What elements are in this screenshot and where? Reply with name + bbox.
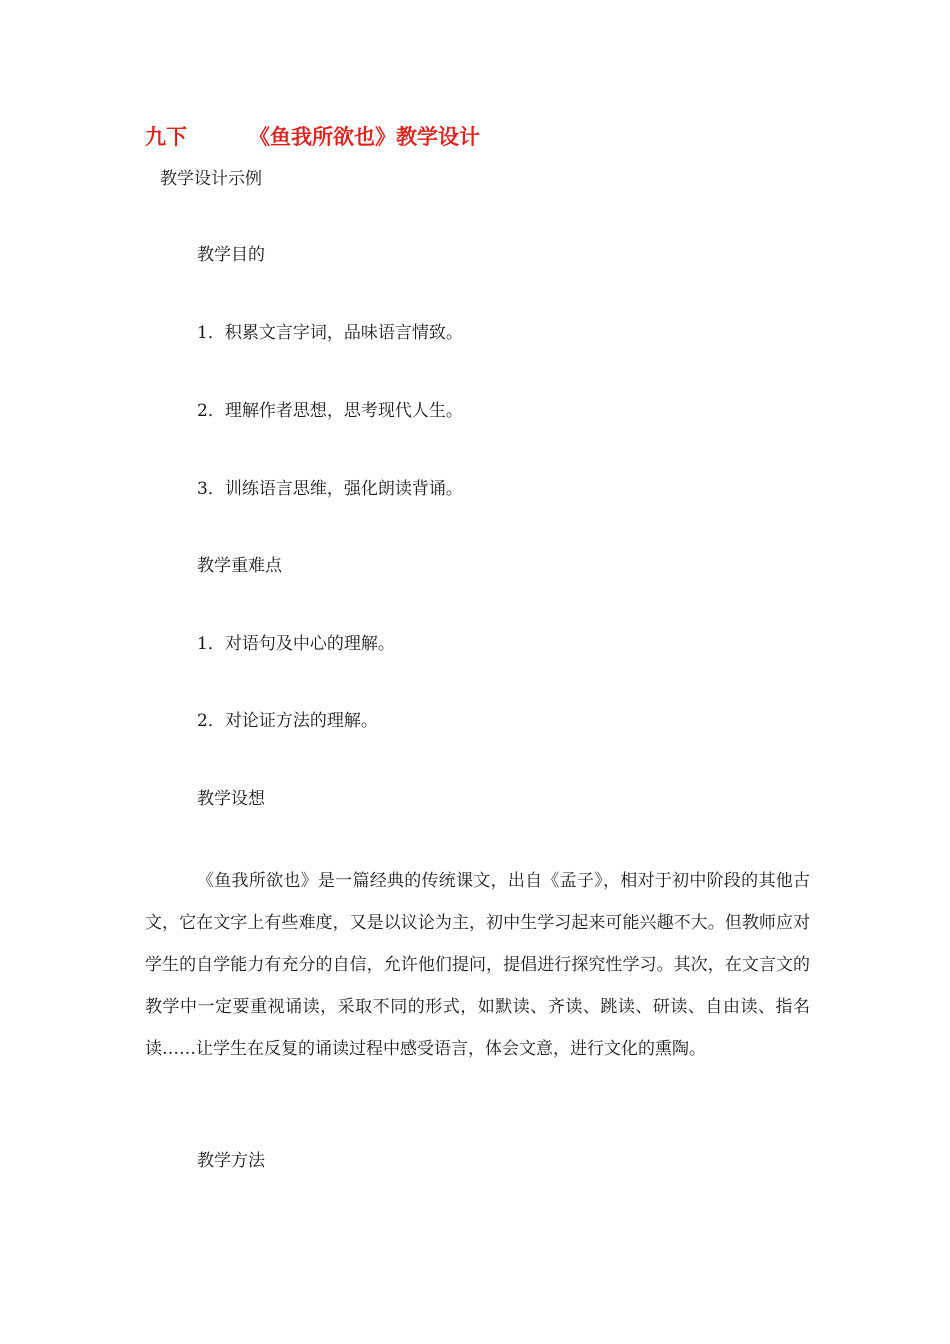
goal-item-3: 3．训练语言思维，强化朗读背诵。 bbox=[197, 479, 463, 499]
document-subtitle: 教学设计示例 bbox=[160, 169, 262, 189]
method-heading: 教学方法 bbox=[197, 1151, 265, 1171]
key-point-item-1: 1．对语句及中心的理解。 bbox=[197, 634, 395, 654]
title-lesson: 《鱼我所欲也》教学设计 bbox=[249, 125, 480, 149]
key-points-heading: 教学重难点 bbox=[197, 556, 282, 576]
idea-paragraph: 《鱼我所欲也》是一篇经典的传统课文，出自《孟子》，相对于初中阶段的其他古文，它在文字上有些难度，又是以议论为主，初中生学习起来可能兴趣不大。但教师应对学生的自学能力有充分的自信，允许他们提问，提倡进行探究性学习。其次，在文言文的教学中一定要重视诵读，采取不同的形式，如默读、齐读、跳读、研读、自由读、指名读……让学生在反复的诵读过程中感受语言，体会文意，进行文化的熏陶。 bbox=[145, 871, 810, 1059]
goal-item-2: 2．理解作者思想，思考现代人生。 bbox=[197, 401, 463, 421]
title-grade: 九下 bbox=[145, 125, 187, 149]
goals-heading: 教学目的 bbox=[197, 245, 265, 265]
key-point-item-2: 2．对论证方法的理解。 bbox=[197, 711, 378, 731]
goal-item-1: 1．积累文言字词，品味语言情致。 bbox=[197, 323, 463, 343]
document-title bbox=[145, 122, 480, 152]
idea-heading: 教学设想 bbox=[197, 789, 265, 809]
